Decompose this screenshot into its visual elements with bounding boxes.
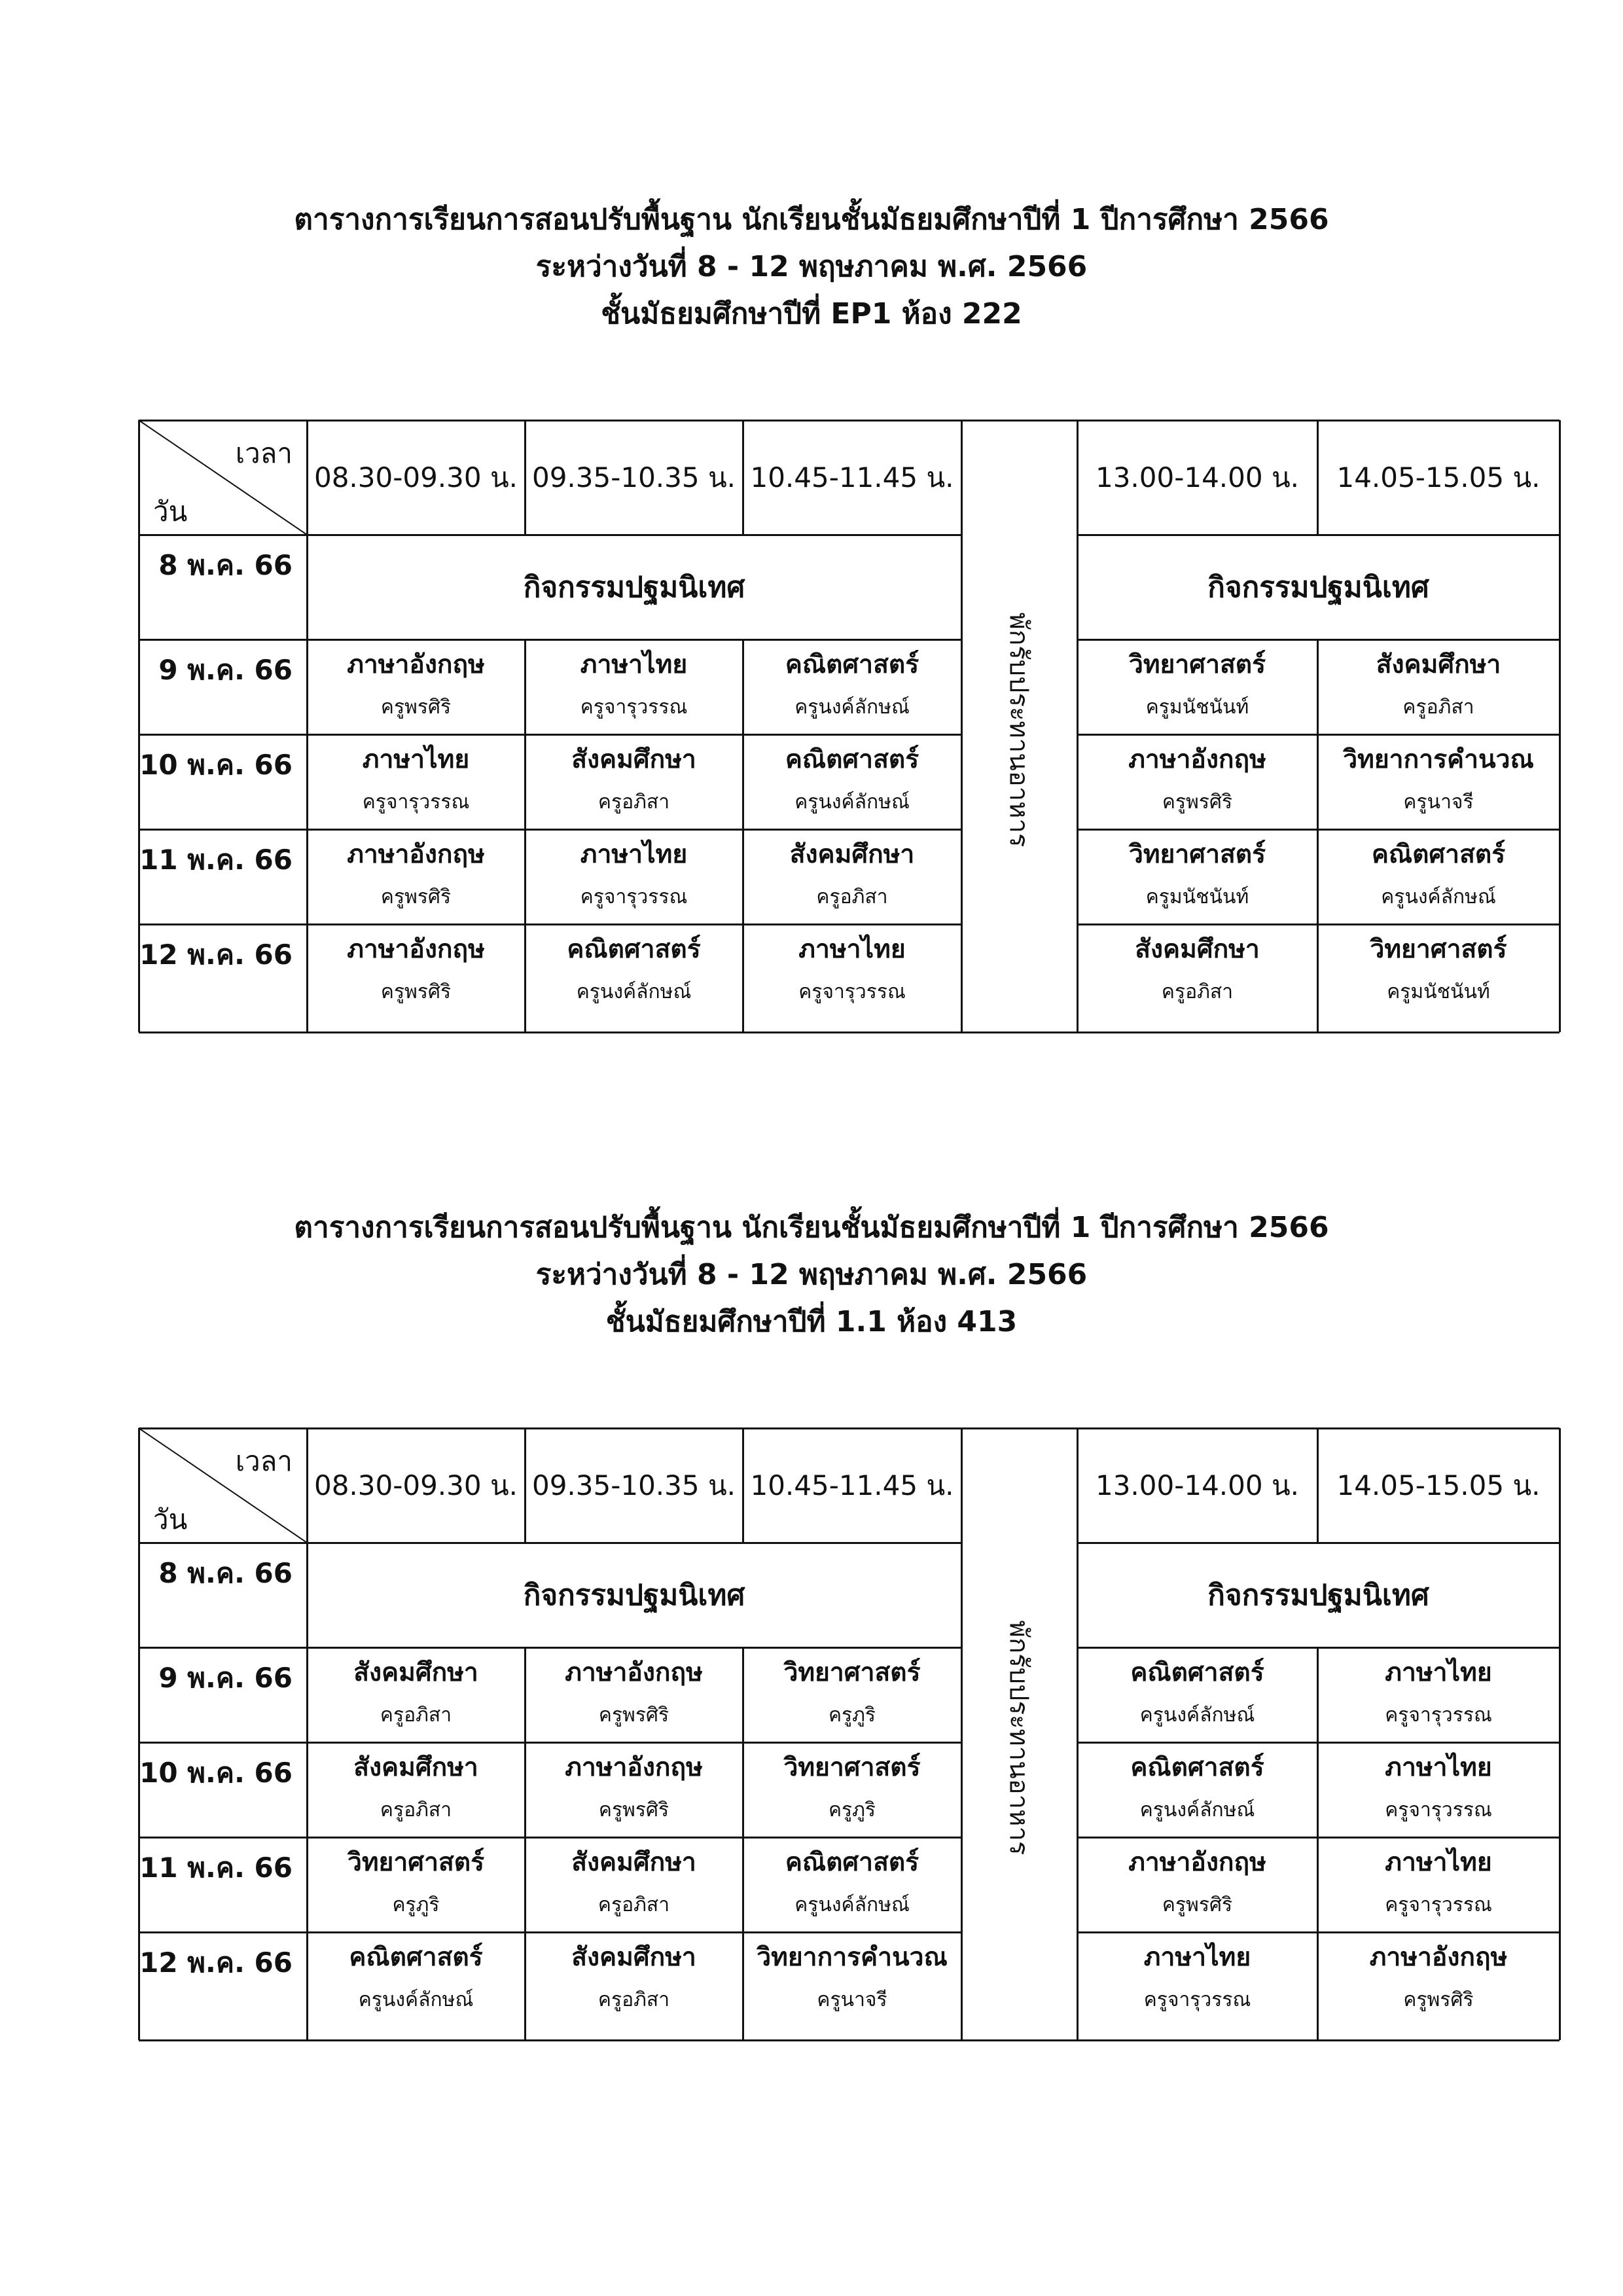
subject-name: ภาษาไทย	[1385, 1658, 1492, 1687]
table-rule	[1077, 829, 1560, 831]
subject-name: ภาษาอังกฤษ	[347, 935, 485, 964]
corner-time-label: เวลา	[235, 1445, 293, 1477]
teacher-name: ครูพรศิริ	[1403, 1988, 1474, 2011]
period-header: 14.05-15.05 น.	[1336, 1469, 1541, 1501]
teacher-name: ครูจารุวรรณ	[362, 790, 470, 814]
teacher-name: ครูพรศิริ	[380, 885, 452, 908]
table-rule	[1077, 924, 1560, 925]
lunch-break-label	[961, 535, 1077, 924]
subject-name: ภาษาอังกฤษ	[565, 1753, 703, 1782]
day-label: 12 พ.ค. 66	[139, 1946, 293, 1979]
subject-name: คณิตศาสตร์	[567, 935, 701, 964]
subject-name: คณิตศาสตร์	[785, 650, 919, 679]
teacher-name: ครูอภิสา	[380, 1798, 452, 1821]
teacher-name: ครูพรศิริ	[1162, 1893, 1233, 1916]
table-rule	[1077, 1931, 1560, 1933]
lunch-break-text: พักรับประทานอาหาร	[1003, 612, 1034, 847]
subject-name: คณิตศาสตร์	[785, 1848, 919, 1877]
teacher-name: ครูนงค์ลักษณ์	[576, 980, 692, 1003]
teacher-name: ครูจารุวรรณ	[1143, 1988, 1251, 2011]
title-line-1: ตารางการเรียนการสอนปรับพื้นฐาน นักเรียนชั้นมัธยมศึกษาปีที่ 1 ปีการศึกษา 2566	[294, 203, 1329, 236]
day-label: 11 พ.ค. 66	[139, 844, 293, 876]
day-label: 11 พ.ค. 66	[139, 1852, 293, 1884]
period-header: 08.30-09.30 น.	[313, 1469, 518, 1501]
subject-name: วิทยาศาสตร์	[1370, 935, 1507, 964]
lunch-break-label	[961, 1543, 1077, 1932]
teacher-name: ครูภูริ	[392, 1893, 440, 1916]
table-rule	[1077, 1742, 1560, 1744]
subject-name: สังคมศึกษา	[353, 1658, 478, 1687]
subject-name: วิทยาการคำนวณ	[757, 1943, 948, 1972]
teacher-name: ครูนาจรี	[1403, 790, 1474, 814]
subject-name: สังคมศึกษา	[1135, 935, 1260, 964]
title-line-2: ระหว่างวันที่ 8 - 12 พฤษภาคม พ.ศ. 2566	[535, 1258, 1088, 1291]
subject-name: วิทยาการคำนวณ	[1343, 745, 1534, 774]
teacher-name: ครูนาจรี	[817, 1988, 887, 2011]
subject-name: ภาษาอังกฤษ	[1369, 1943, 1508, 1972]
orientation-activity: กิจกรรมปฐมนิเทศ	[523, 1579, 745, 1612]
teacher-name: ครูพรศิริ	[380, 980, 452, 1003]
teacher-name: ครูอภิสา	[380, 1703, 452, 1727]
period-header: 08.30-09.30 น.	[313, 461, 518, 493]
teacher-name: ครูพรศิริ	[598, 1798, 669, 1821]
period-header: 09.35-10.35 น.	[531, 1469, 736, 1501]
teacher-name: ครูนงค์ลักษณ์	[1139, 1798, 1255, 1821]
subject-name: วิทยาศาสตร์	[783, 1658, 921, 1687]
subject-name: วิทยาศาสตร์	[1128, 650, 1266, 679]
subject-name: คณิตศาสตร์	[349, 1943, 483, 1972]
teacher-name: ครูจารุวรรณ	[580, 885, 688, 908]
teacher-name: ครูจารุวรรณ	[1385, 1893, 1492, 1916]
orientation-activity: กิจกรรมปฐมนิเทศ	[1207, 571, 1429, 604]
teacher-name: ครูมนัชนันท์	[1145, 695, 1249, 719]
subject-name: ภาษาไทย	[1385, 1753, 1492, 1782]
teacher-name: ครูอภิสา	[816, 885, 888, 908]
lunch-break-text: พักรับประทานอาหาร	[1003, 1620, 1034, 1855]
corner-day-label: วัน	[153, 1503, 188, 1535]
subject-name: วิทยาศาสตร์	[783, 1753, 921, 1782]
subject-name: ภาษาไทย	[580, 840, 688, 869]
day-label: 8 พ.ค. 66	[158, 549, 293, 581]
title-line-1: ตารางการเรียนการสอนปรับพื้นฐาน นักเรียนชั้นมัธยมศึกษาปีที่ 1 ปีการศึกษา 2566	[294, 1211, 1329, 1244]
teacher-name: ครูพรศิริ	[380, 695, 452, 719]
timetable-table	[139, 1428, 1560, 2040]
subject-name: ภาษาไทย	[1143, 1943, 1251, 1972]
day-label: 9 พ.ค. 66	[158, 1662, 293, 1694]
subject-name: ภาษาอังกฤษ	[1128, 1848, 1266, 1877]
orientation-activity: กิจกรรมปฐมนิเทศ	[1207, 1579, 1429, 1612]
corner-day-label: วัน	[153, 495, 188, 528]
teacher-name: ครูจารุวรรณ	[1385, 1703, 1492, 1727]
period-header: 13.00-14.00 น.	[1095, 1469, 1300, 1501]
teacher-name: ครูนงค์ลักษณ์	[358, 1988, 474, 2011]
day-label: 9 พ.ค. 66	[158, 654, 293, 686]
period-header: 09.35-10.35 น.	[531, 461, 736, 493]
timetable-title	[0, 196, 1623, 338]
subject-name: สังคมศึกษา	[571, 745, 696, 774]
title-line-3: ชั้นมัธยมศึกษาปีที่ EP1 ห้อง 222	[601, 297, 1022, 331]
day-label: 8 พ.ค. 66	[158, 1557, 293, 1589]
subject-name: ภาษาอังกฤษ	[1128, 745, 1266, 774]
timetable-table	[139, 420, 1560, 1032]
table-rule	[1077, 734, 1560, 736]
subject-name: วิทยาศาสตร์	[347, 1848, 485, 1877]
teacher-name: ครูอภิสา	[597, 1893, 670, 1916]
subject-name: ภาษาไทย	[362, 745, 470, 774]
table-rule	[139, 2039, 1560, 2041]
subject-name: ภาษาไทย	[580, 650, 688, 679]
subject-name: คณิตศาสตร์	[1371, 840, 1506, 869]
subject-name: คณิตศาสตร์	[1130, 1753, 1264, 1782]
period-header: 14.05-15.05 น.	[1336, 461, 1541, 493]
day-label: 12 พ.ค. 66	[139, 939, 293, 971]
subject-name: สังคมศึกษา	[353, 1753, 478, 1782]
subject-name: ภาษาอังกฤษ	[347, 840, 485, 869]
subject-name: สังคมศึกษา	[571, 1943, 696, 1972]
day-label: 10 พ.ค. 66	[139, 749, 293, 781]
title-line-2: ระหว่างวันที่ 8 - 12 พฤษภาคม พ.ศ. 2566	[535, 250, 1088, 283]
subject-name: สังคมศึกษา	[571, 1848, 696, 1877]
subject-name: คณิตศาสตร์	[1130, 1658, 1264, 1687]
teacher-name: ครูนงค์ลักษณ์	[1139, 1703, 1255, 1727]
subject-name: คณิตศาสตร์	[785, 745, 919, 774]
teacher-name: ครูอภิสา	[1402, 695, 1474, 719]
teacher-name: ครูนงค์ลักษณ์	[794, 695, 910, 719]
teacher-name: ครูพรศิริ	[598, 1703, 669, 1727]
teacher-name: ครูอภิสา	[597, 1988, 670, 2011]
subject-name: ภาษาอังกฤษ	[347, 650, 485, 679]
timetable-title	[0, 1204, 1623, 1346]
teacher-name: ครูภูริ	[828, 1703, 876, 1727]
period-header: 10.45-11.45 น.	[750, 461, 954, 493]
teacher-name: ครูอภิสา	[1161, 980, 1234, 1003]
teacher-name: ครูอภิสา	[597, 790, 670, 814]
subject-name: สังคมศึกษา	[789, 840, 915, 869]
orientation-activity: กิจกรรมปฐมนิเทศ	[523, 571, 745, 604]
day-label: 10 พ.ค. 66	[139, 1757, 293, 1789]
teacher-name: ครูจารุวรรณ	[1385, 1798, 1492, 1821]
teacher-name: ครูจารุวรรณ	[798, 980, 906, 1003]
corner-time-label: เวลา	[235, 437, 293, 469]
subject-name: ภาษาอังกฤษ	[565, 1658, 703, 1687]
teacher-name: ครูภูริ	[828, 1798, 876, 1821]
teacher-name: ครูมนัชนันท์	[1145, 885, 1249, 908]
teacher-name: ครูจารุวรรณ	[580, 695, 688, 719]
period-header: 13.00-14.00 น.	[1095, 461, 1300, 493]
title-line-3: ชั้นมัธยมศึกษาปีที่ 1.1 ห้อง 413	[605, 1305, 1018, 1338]
table-rule	[139, 1031, 1560, 1033]
subject-name: ภาษาไทย	[798, 935, 906, 964]
period-header: 10.45-11.45 น.	[750, 1469, 954, 1501]
teacher-name: ครูนงค์ลักษณ์	[794, 790, 910, 814]
subject-name: ภาษาไทย	[1385, 1848, 1492, 1877]
teacher-name: ครูพรศิริ	[1162, 790, 1233, 814]
teacher-name: ครูนงค์ลักษณ์	[794, 1893, 910, 1916]
table-rule	[1077, 1837, 1560, 1839]
subject-name: สังคมศึกษา	[1376, 650, 1501, 679]
subject-name: วิทยาศาสตร์	[1128, 840, 1266, 869]
teacher-name: ครูมนัชนันท์	[1387, 980, 1490, 1003]
teacher-name: ครูนงค์ลักษณ์	[1381, 885, 1496, 908]
